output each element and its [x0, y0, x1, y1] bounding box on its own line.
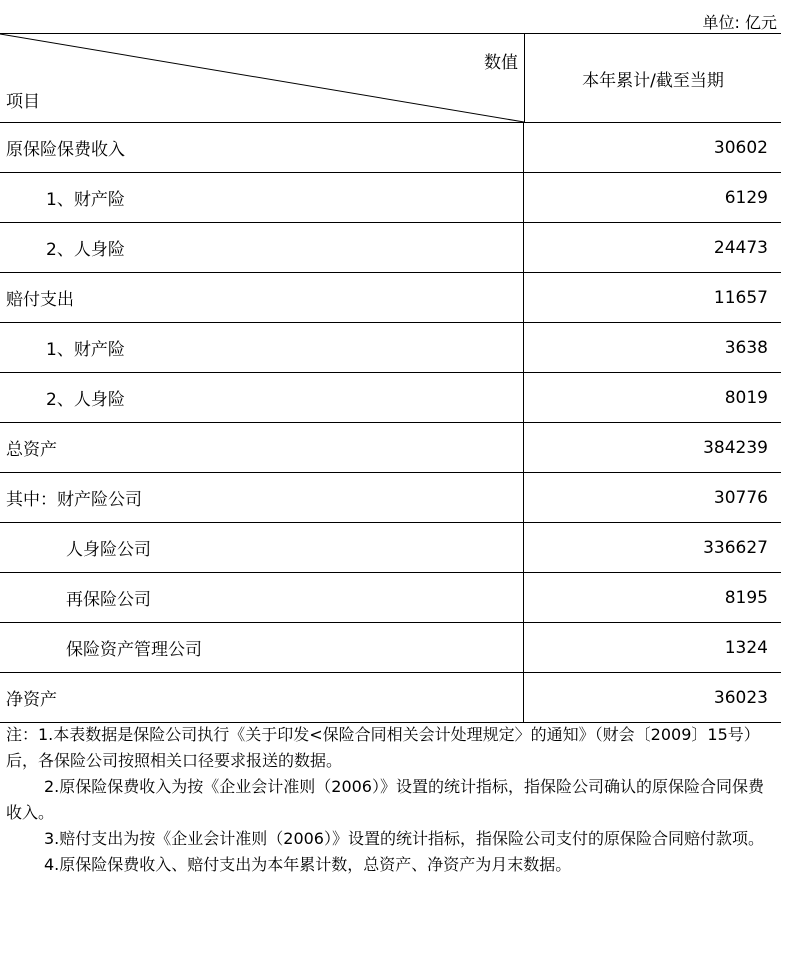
row-value: 3638	[724, 337, 768, 358]
note-3: 3.赔付支出为按《企业会计准则（2006）》设置的统计指标，指保险公司支付的原保险合同赔付款项。	[44, 829, 764, 848]
table-row	[0, 473, 781, 523]
table-notes	[6, 722, 776, 878]
row-label: 总资产	[0, 423, 524, 472]
row-label: 原保险保费收入	[0, 123, 524, 172]
row-value: 6129	[724, 187, 768, 208]
table-row	[0, 323, 781, 373]
row-value: 336627	[703, 537, 768, 558]
row-value: 36023	[713, 687, 768, 708]
row-label: 1、财产险	[0, 323, 524, 372]
row-label: 人身险公司	[0, 523, 524, 572]
row-value: 11657	[713, 287, 768, 308]
unit-label: 单位: 亿元	[702, 13, 777, 32]
table-row	[0, 573, 781, 623]
row-value: 8019	[724, 387, 768, 408]
row-value: 30602	[713, 137, 768, 158]
row-label: 净资产	[0, 673, 524, 722]
row-label: 赔付支出	[0, 273, 524, 322]
row-label: 2、人身险	[0, 223, 524, 272]
table-row	[0, 123, 781, 173]
header-period-label: 本年累计/截至当期	[582, 70, 724, 91]
header-item-label: 项目	[6, 92, 40, 112]
table-row	[0, 523, 781, 573]
row-value: 1324	[724, 637, 768, 658]
table-row	[0, 423, 781, 473]
row-value: 30776	[713, 487, 768, 508]
note-4: 4.原保险保费收入、赔付支出为本年累计数，总资产、净资产为月末数据。	[44, 855, 572, 874]
table-row	[0, 673, 781, 722]
table-header	[0, 34, 781, 123]
header-diagonal-line	[0, 34, 524, 122]
data-table	[0, 33, 781, 723]
row-label: 1、财产险	[0, 173, 524, 222]
row-value: 384239	[703, 437, 768, 458]
table-row	[0, 623, 781, 673]
table-row	[0, 223, 781, 273]
header-item-cell	[0, 34, 525, 122]
row-label: 再保险公司	[0, 573, 524, 622]
row-label: 保险资产管理公司	[0, 623, 524, 672]
row-label: 其中：财产险公司	[0, 473, 524, 522]
row-label: 2、人身险	[0, 373, 524, 422]
note-1: 注：1.本表数据是保险公司执行《关于印发<保险合同相关会计处理规定〉的通知》（财会〔2009〕15号）后，各保险公司按照相关口径要求报送的数据。	[6, 725, 760, 770]
table-row	[0, 173, 781, 223]
header-value-label: 数值	[484, 53, 518, 73]
note-2: 2.原保险保费收入为按《企业会计准则（2006）》设置的统计指标，指保险公司确认的原保险合同保费收入。	[6, 777, 764, 822]
table-row	[0, 273, 781, 323]
row-value: 8195	[724, 587, 768, 608]
table-row	[0, 373, 781, 423]
row-value: 24473	[713, 237, 768, 258]
